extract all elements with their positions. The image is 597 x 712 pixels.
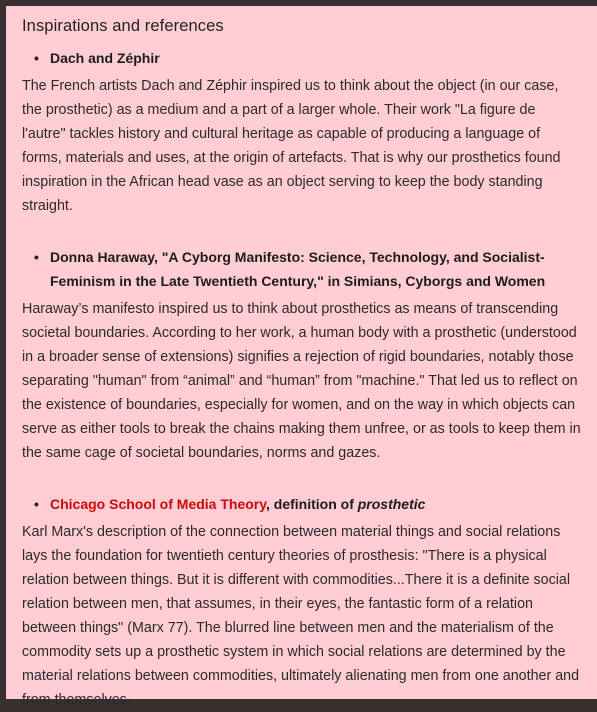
- reference-body-chicago-school: Karl Marx's description of the connection between material things and social relations lays the foundation for twentieth century theories of prosthesis: "There is a physical relation between things. But it is different with commodities...There it is a definite social relation between men, that assumes, in their eyes, the fantastic form of a relation between things" (Marx 77). The blurred line between men and the materialism of the commodity sets up a prosthetic system in which social relations are determined by the material relations between commodities, ultimately alienating men from one another and from themselves.: [22, 524, 580, 708]
- reference-list-1: [22, 46, 581, 70]
- reference-heading-mid: , definition of: [265, 496, 358, 512]
- spacer: [22, 465, 581, 492]
- inspirations-panel: [6, 6, 597, 708]
- reference-heading-dach-zephir: [34, 46, 581, 70]
- bullet-icon: •: [34, 496, 39, 512]
- chicago-school-link[interactable]: Chicago School of Media Theory: [50, 496, 266, 512]
- bullet-icon: •: [34, 50, 39, 66]
- bullet-icon: •: [34, 249, 39, 265]
- reference-body-haraway: Haraway’s manifesto inspired us to think about prosthetics as means of transcending societal boundaries. According to her work, a human body with a prosthetic (understood in a broader sense of extensions) signifies a rejection of rigid boundaries, notably those separating "human" from “animal” and “human” from "machine." That led us to reflect on the existence of boundaries, especially for women, and on the way in which objects can serve as either tools to break the chains making them unfree, or as tools to keep them in the same cage of societal boundaries, norms and gazes.: [22, 301, 581, 461]
- reference-list-2: [22, 245, 581, 293]
- reference-heading-chicago-school: [34, 492, 581, 516]
- section-title: Inspirations and references: [22, 17, 224, 35]
- reference-heading-text: Donna Haraway, "A Cyborg Manifesto: Science, Technology, and Socialist- Feminism in the Late Twentieth Century," in Simians, Cyborgs and Women: [50, 249, 546, 289]
- spacer: [22, 218, 581, 245]
- reference-heading-haraway: [34, 245, 581, 293]
- reference-body-dach-zephir: The French artists Dach and Zéphir inspired us to think about the object (in our case, the prosthetic) as a medium and a part of a larger whole. Their work "La figure de l'autre" tackles history and cultural heritage as capable of producing a language of forms, materials and uses, at the origin of artefacts. That is why our prosthetics found inspiration in the African head vase as an object serving to keep the body standing straight.: [22, 78, 561, 214]
- reference-list-3: [22, 492, 581, 516]
- reference-heading-term: prosthetic: [357, 496, 426, 512]
- reference-heading-text: Dach and Zéphir: [50, 50, 160, 66]
